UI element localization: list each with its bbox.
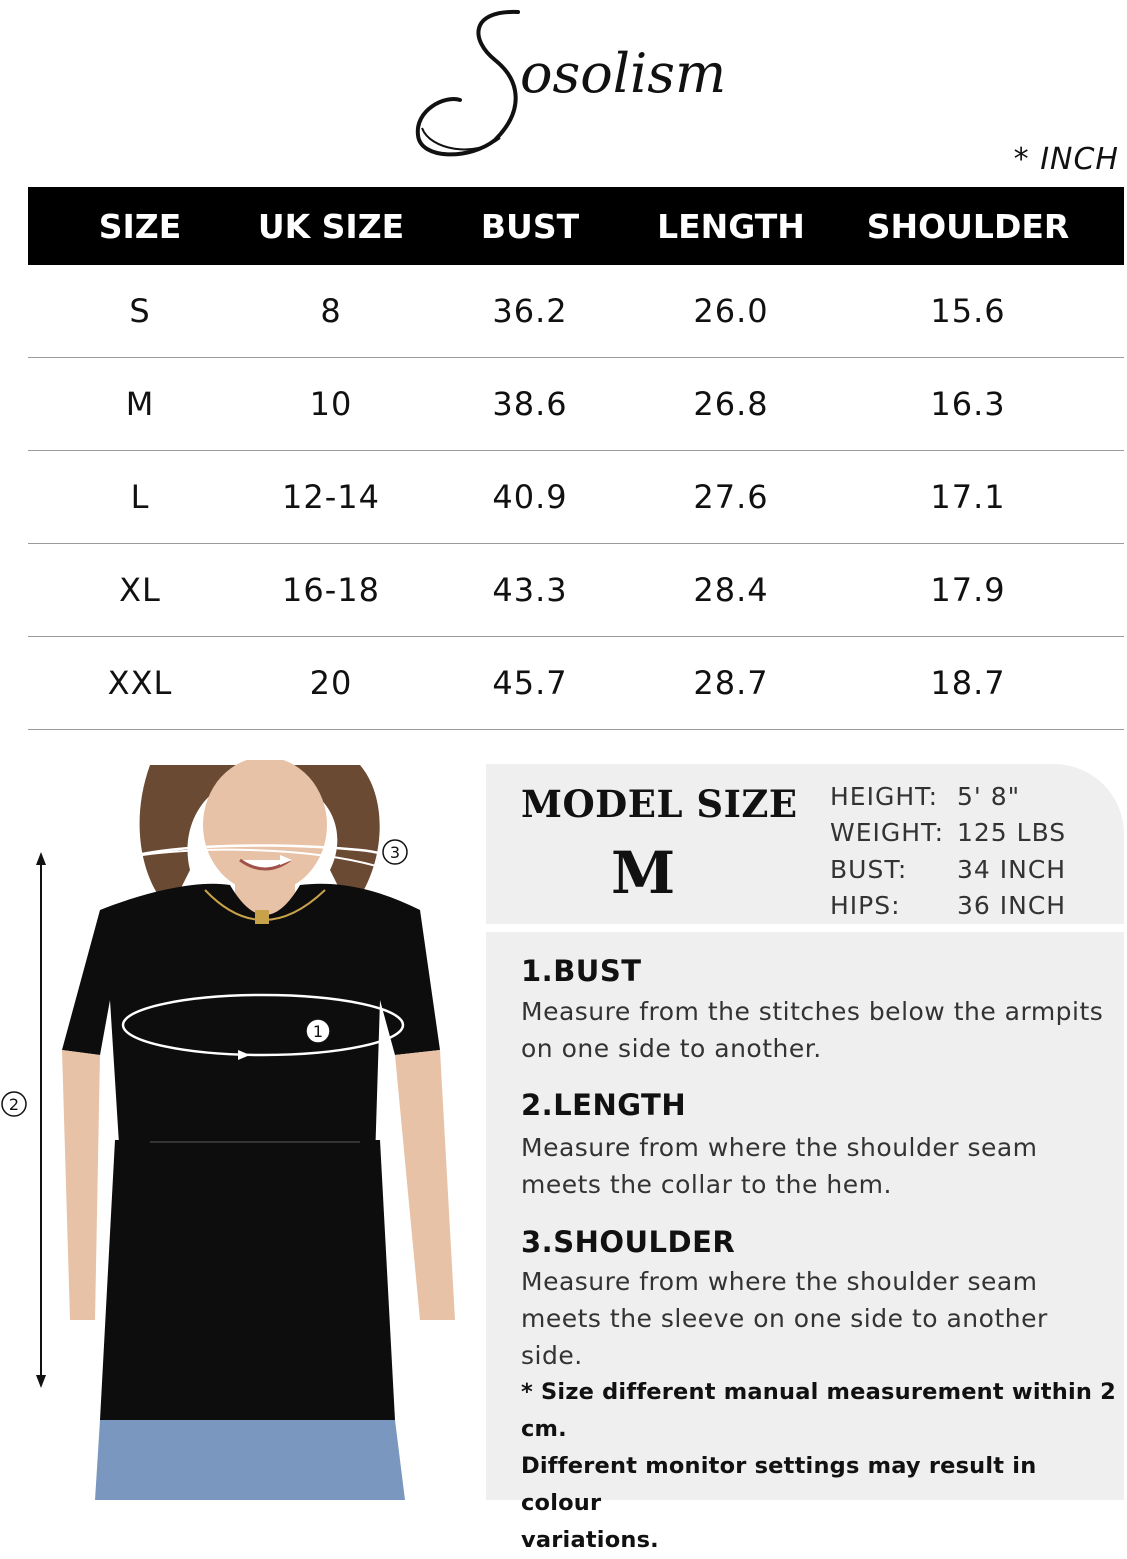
stat-label: HEIGHT: <box>830 781 939 811</box>
header-uk-size: UK SIZE <box>257 206 405 246</box>
stat-value: 34 INCH <box>957 854 1067 884</box>
footnote-line: Different monitor settings may result in colour <box>521 1453 1037 1516</box>
cell-bust: 40.9 <box>492 478 568 516</box>
length-description <box>521 1129 1111 1203</box>
header-bust: BUST <box>480 206 580 246</box>
footnote-line: variations. <box>521 1527 659 1553</box>
marker-1: 1 <box>312 1022 324 1041</box>
cell-shoulder: 18.7 <box>930 664 1006 702</box>
description-line: Measure from where the shoulder seam <box>521 1267 1038 1296</box>
cell-size: XL <box>119 571 161 609</box>
cell-length: 28.7 <box>693 664 769 702</box>
model-stats <box>830 778 1066 924</box>
stat-height <box>830 778 1066 815</box>
cell-shoulder: 17.1 <box>930 478 1006 516</box>
cell-size: M <box>125 385 155 423</box>
stat-hips <box>830 888 1066 925</box>
cell-uk-size: 12-14 <box>282 478 380 516</box>
unit-note: * INCH <box>1013 142 1119 177</box>
description-line: Measure from where the shoulder seam <box>521 1133 1038 1162</box>
header-length: LENGTH <box>657 206 805 246</box>
cell-bust: 38.6 <box>492 385 568 423</box>
bust-description <box>521 993 1111 1067</box>
measurement-guide-panel <box>486 932 1124 1553</box>
stat-label: BUST: <box>830 854 908 884</box>
cell-uk-size: 8 <box>320 292 342 330</box>
model-size-panel <box>486 764 1124 924</box>
size-chart-table <box>28 187 1124 730</box>
length-title: 2.LENGTH <box>521 1088 687 1122</box>
cell-length: 28.4 <box>693 571 769 609</box>
cell-shoulder: 17.9 <box>930 571 1006 609</box>
table-row <box>28 637 1124 730</box>
marker-3: 3 <box>389 843 401 862</box>
stat-label: WEIGHT: <box>830 818 945 848</box>
shoulder-description <box>521 1263 1111 1374</box>
table-row <box>28 451 1124 544</box>
cell-length: 27.6 <box>693 478 769 516</box>
model-photo <box>0 760 486 1500</box>
brand-logo <box>400 0 730 165</box>
stat-value: 125 LBS <box>957 818 1067 848</box>
header-shoulder: SHOULDER <box>866 206 1070 246</box>
table-row <box>28 544 1124 637</box>
stat-bust <box>830 851 1066 888</box>
cell-length: 26.8 <box>693 385 769 423</box>
shoulder-title: 3.SHOULDER <box>521 1225 736 1259</box>
cell-uk-size: 20 <box>309 664 353 702</box>
header-size: SIZE <box>98 206 182 246</box>
cell-uk-size: 16-18 <box>282 571 380 609</box>
disclaimer-note <box>521 1374 1121 1559</box>
bust-title: 1.BUST <box>521 954 642 988</box>
model-size-title: MODEL SIZE <box>521 782 798 826</box>
marker-2: 2 <box>8 1095 20 1114</box>
cell-shoulder: 16.3 <box>930 385 1006 423</box>
table-header <box>28 187 1124 265</box>
cell-size: L <box>130 478 150 516</box>
description-line: Measure from the stitches below the armpits <box>521 997 1104 1026</box>
svg-text:osolism: osolism <box>520 42 727 105</box>
model-size-value: M <box>611 839 676 907</box>
cell-uk-size: 10 <box>309 385 353 423</box>
stat-weight <box>830 815 1066 852</box>
table-row <box>28 358 1124 451</box>
stat-label: HIPS: <box>830 891 901 921</box>
table-row <box>28 265 1124 358</box>
cell-bust: 36.2 <box>492 292 568 330</box>
cell-length: 26.0 <box>693 292 769 330</box>
cell-size: XXL <box>107 664 173 702</box>
description-line: meets the collar to the hem. <box>521 1170 892 1199</box>
cell-size: S <box>129 292 151 330</box>
cell-bust: 45.7 <box>492 664 568 702</box>
stat-value: 5' 8" <box>957 781 1021 811</box>
cell-shoulder: 15.6 <box>930 292 1006 330</box>
description-line: meets the sleeve on one side to another side. <box>521 1304 1048 1370</box>
description-line: on one side to another. <box>521 1034 822 1063</box>
stat-value: 36 INCH <box>957 891 1067 921</box>
footnote-line: * Size different manual measurement within 2 cm. <box>521 1379 1116 1442</box>
cell-bust: 43.3 <box>492 571 568 609</box>
